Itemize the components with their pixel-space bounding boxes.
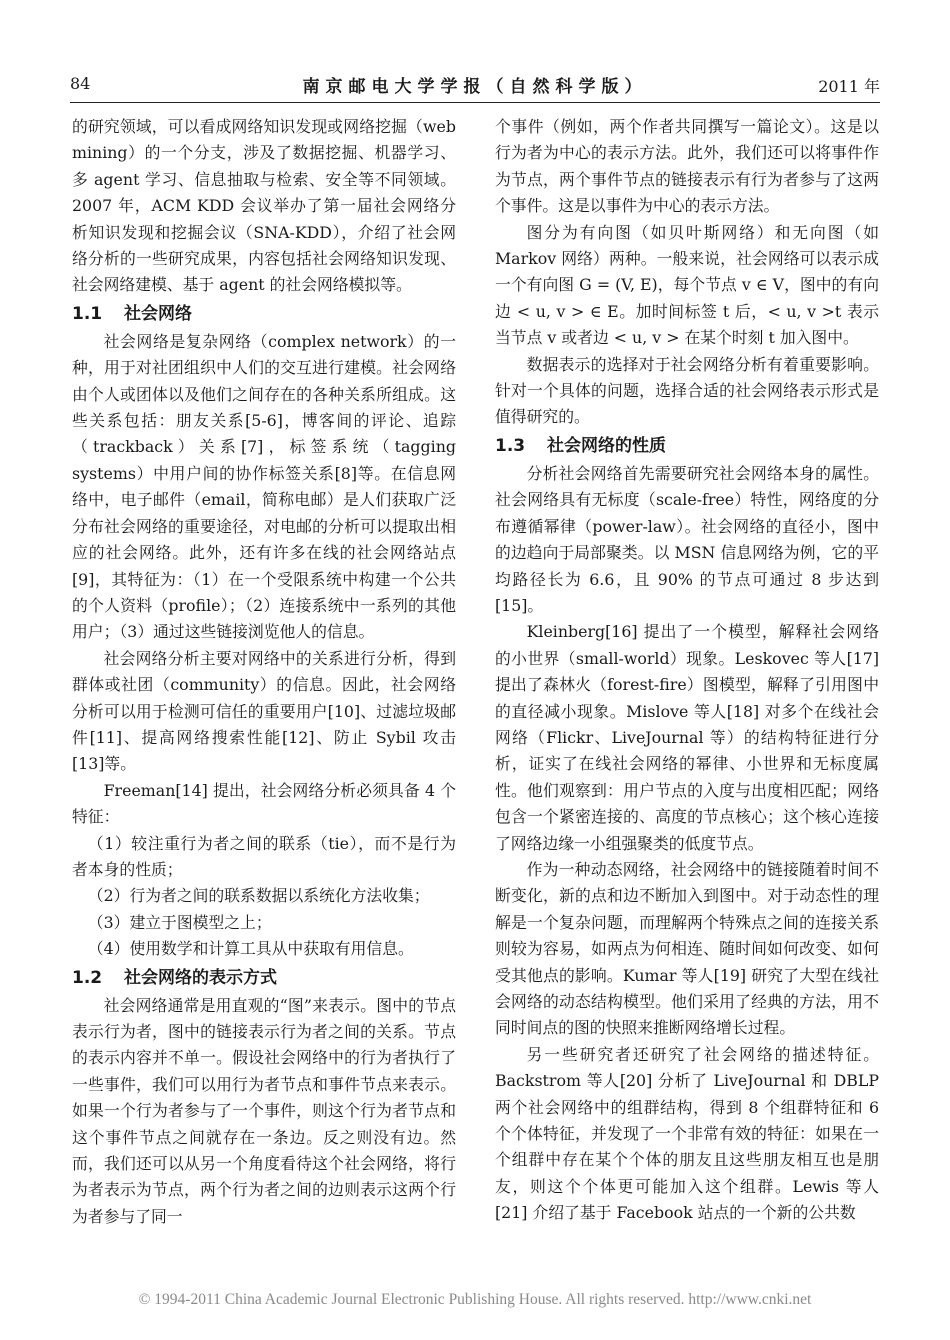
page-header xyxy=(70,70,880,100)
section-number: 1.1 xyxy=(72,303,103,324)
section-number: 1.3 xyxy=(495,435,526,456)
paragraph: 图分为有向图（如贝叶斯网络）和无向图（如 Markov 网络）两种。一般来说，社会网络可以表示成一个有向图 G = (V, E)，每个节点 v ∈ V，图中的有向边 < u, v > ∈ E。加时间标签 t 后，< u, v >t 表示当节点 v 或者边 < u, v > 在某个时刻 t 加入图中。 xyxy=(495,222,879,348)
section-heading xyxy=(495,431,879,461)
left-column xyxy=(72,114,456,1274)
list-item: （3）建立于图模型之上； xyxy=(87,912,272,932)
paragraph: 个事件（例如，两个作者共同撰写一篇论文）。这是以行为者为中心的表示方法。此外，我们还可以将事件作为节点，两个事件节点的链接表示有行为者参与了这两个事件。这是以事件为中心的表示方法。 xyxy=(495,117,879,216)
paragraph: 另一些研究者还研究了社会网络的描述特征。Backstrom 等人[20] 分析了 LiveJournal 和 DBLP 两个社会网络中的组群结构，得到 8 个组群特征和 6 个个体特征，并发现了一个非常有效的特征：如果在一个组群中存在某个个体的朋友且这些朋友相互也是朋友，则这个个体更可能加入这个组群。Lewis 等人[21] 介绍了基于 Facebook 站点的一个新的公共数 xyxy=(495,1044,879,1223)
paragraph: 作为一种动态网络，社会网络中的链接随着时间不断变化，新的点和边不断加入到图中。对于动态性的理解是一个复杂问题，而理解两个特殊点之间的连接关系则较为容易，如两点为何相连、随时间如何改变、如何受其他点的影响。Kumar 等人[19] 研究了大型在线社会网络的动态结构模型。他们采用了经典的方法，用不同时间点的图的快照来推断网络增长过程。 xyxy=(495,859,879,1038)
section-title: 社会网络的表示方式 xyxy=(124,967,277,988)
list-item: （4）使用数学和计算工具从中获取有用信息。 xyxy=(87,939,414,959)
header-rule xyxy=(70,102,880,103)
section-heading xyxy=(72,299,456,329)
page-number: 84 xyxy=(70,74,91,93)
copyright-footer: © 1994-2011 China Academic Journal Electronic Publishing House. All rights reserved. http://www.cnki.net xyxy=(138,1291,812,1308)
list-item: （2）行为者之间的联系数据以系统化方法收集； xyxy=(87,886,430,906)
paragraph: Freeman[14] 提出，社会网络分析必须具备 4 个特征： xyxy=(72,780,456,827)
section-number: 1.2 xyxy=(72,967,103,988)
paragraph: 社会网络分析主要对网络中的关系进行分析，得到群体或社团（community）的信息。因此，社会网络分析可以用于检测可信任的重要用户[10]、过滤垃圾邮件[11]、提高网络搜索性能[12]、防止 Sybil 攻击[13]等。 xyxy=(72,648,456,774)
paragraph: 的研究领域，可以看成网络知识发现或网络挖掘（web mining）的一个分支，涉及了数据挖掘、机器学习、多 agent 学习、信息抽取与检索、安全等不同领域。2007 年，ACM KDD 会议举办了第一届社会网络分析知识发现和挖掘会议（SNA-KDD），介绍了社会网络分析的一些研究成果，内容包括社会网络知识发现、社会网络建模、基于 agent 的社会网络模拟等。 xyxy=(72,117,456,295)
list-item: （1）较注重行为者之间的联系（tie），而不是行为者本身的性质； xyxy=(72,833,456,879)
paragraph: 社会网络通常是用直观的“图”来表示。图中的节点表示行为者，图中的链接表示行为者之间的关系。节点的表示内容并不单一。假设社会网络中的行为者执行了一些事件，我们可以用行为者节点和事件节点来表示。如果一个行为者参与了一个事件，则这个行为者节点和这个事件节点之间就存在一条边。反之则没有边。然而，我们还可以从另一个角度看待这个社会网络，将行为者表示为节点，两个行为者之间的边则表示这两个行为者参与了同一 xyxy=(72,995,456,1226)
right-column xyxy=(495,114,879,1274)
section-title: 社会网络 xyxy=(124,303,192,324)
section-heading xyxy=(72,963,456,993)
paragraph: 数据表示的选择对于社会网络分析有着重要影响。针对一个具体的问题，选择合适的社会网络表示形式是值得研究的。 xyxy=(495,354,879,427)
journal-title: 南京邮电大学学报（自然科学版） xyxy=(302,77,648,97)
paragraph: 社会网络是复杂网络（complex network）的一种，用于对社团组织中人们的交互进行建模。社会网络由个人或团体以及他们之间存在的各种关系所组成。这些关系包括：朋友关系[5-6]，博客间的评论、追踪（trackback）关系[7]，标签系统（tagging systems）中用户间的协作标签关系[8]等。在信息网络中，电子邮件（email，简称电邮）是人们获取广泛分布社会网络的重要途径，对电邮的分析可以提取出相应的社会网络。此外，还有许多在线的社会网络站点[9]，其特征为：（1）在一个受限系统中构建一个公共的个人资料（profile）；（2）连接系统中一系列的其他用户；（3）通过这些链接浏览他人的信息。 xyxy=(72,331,456,642)
section-title: 社会网络的性质 xyxy=(547,435,666,456)
paragraph: Kleinberg[16] 提出了一个模型，解释社会网络的小世界（small-world）现象。Leskovec 等人[17] 提出了森林火（forest-fire）图模型，解释了引用图中的直径减小现象。Mislove 等人[18] 对多个在线社会网络（Flickr、LiveJournal 等）的结构特征进行分析，证实了在线社会网络的幂律、小世界和无标度属性。他们观察到：用户节点的入度与出度相匹配；网络包含一个紧密连接的、高度的节点核心；这个核心连接了网络边缘一小组强聚类的低度节点。 xyxy=(495,622,879,853)
publication-year: 2011 年 xyxy=(818,77,880,96)
paragraph: 分析社会网络首先需要研究社会网络本身的属性。社会网络具有无标度（scale-free）特性，网络度的分布遵循幂律（power-law）。社会网络的直径小，图中的边趋向于局部聚类。以 MSN 信息网络为例，它的平均路径长为 6.6，且 90% 的节点可通过 8 步达到[15]。 xyxy=(495,463,879,615)
